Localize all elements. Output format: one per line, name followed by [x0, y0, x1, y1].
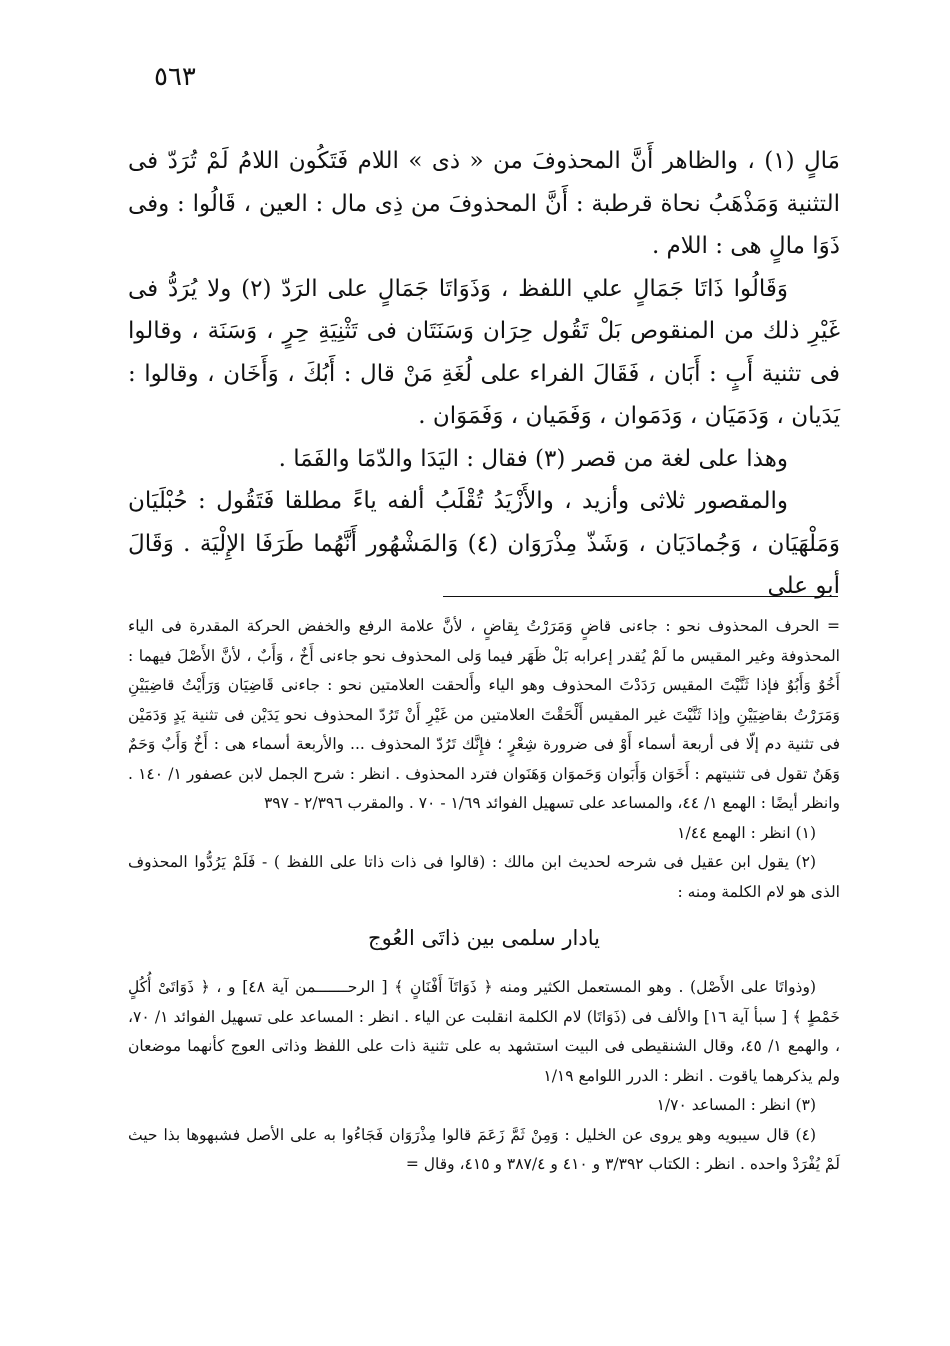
main-paragraph: وَقَالُوا ذَاتَا جَمَالٍ علي اللفظ ، وَذَوَاتَا جَمَالٍ على الرَدّ (٢) ولا يُرَدُّ فى غَيْرِ ذلك من المنقوص بَلْ تَقُول حِرَان وَسَنَتَان فى تَثْنِيَةِ حِرٍ ، وَسَنَة ، وقالوا فى تثنية أَبٍ : أَبَان ، فَقَالَ الفراء على لُغَةِ مَنْ قال : أَبُكَ ، وَأَخَان ، وقالوا : يَدَيان ، وَدَمَيَان ، وَدَمَوان ، وَفَمَيان ، وَفَمَوَان .: [128, 275, 840, 429]
main-paragraph: وهذا على لغة من قصر (٣) فقال : اليَدَا والدّمَا والفَمَا .: [278, 445, 788, 472]
footnote-2-verse: يادار سلمى بين ذاتَى العُوج: [368, 926, 600, 950]
page-number: ٥٦٣: [154, 62, 196, 92]
footnote-continuation: = الحرف المحذوف نحو : جاءنى قاضٍ وَمَرَرْتُ بِقاضٍ ، لأنَّ علامة الرفع والخفض الحركة المقدرة فى الياء المحذوفة وغير المقيس ما لَمْ يُقدر إعرابه بَلْ ظَهَر فيما وَلى المحذوف نحو جاءنى أَخٌ ، وَأَبٌ ، لأنَّ الأَصْلَ فيهما : أَخُوٌ وَأَبُوٌ فإذا ثَنَّيْتَ المقيس رَدَدْتَ المحذوف وهو الياء وأَلحقت العلامتين نحو : جاءنى قَاضِيَان وَرَأَيْتُ قاضِيَيْنِ وَمَرَرْتُ بقاضِيَيْنِ وإذا ثَنَّيْتَ غير المقيس أَلْحَقْتَ العلامتين من غَيْرِ أَنْ تَرُدّ المحذوف نحو يَدَيْن فى تثنية يَدٍ وَدَمَيْن فى تثنية دم إلّا فى أربعة أسماء أَوْ فى ضرورة شِعْرٍ ؛ فإِنَّك تَرُدّ المحذوف ... والأربعة أسماء هى : أَخٌ وَأَبٌ وَحَمٌ وَهَنٌ تقول فى تثنيتهم : أَخَوَان وَأَبَوان وَحَموَان وَهَنَوان فترد المحذوف . انظر : شرح الجمل لابن عصفور ١/ ١٤٠ . وانظر أيضًا : الهمع ١/ ٤٤، والمساعد على تسهيل الفوائد ١/٦٩ - ٧٠ . والمقرب ٢/٣٩٦ - ٣٩٧: [128, 617, 840, 812]
footnote-2-intro: (٢) يقول ابن عقيل فى شرحه لحديث ابن مالك : (قالوا فى ذات ذاتا على اللفظ ) - فَلَمْ يَرُدُّوا المحذوف الذى هو لام الكلمة ومنه :: [128, 853, 840, 901]
footnote-3: (٣) انظر : المساعد ١/٧٠: [656, 1096, 816, 1114]
footnote-1: (١) انظر : الهمع ١/٤٤: [677, 823, 816, 842]
footnote-4: (٤) قال سيبويه وهو يروى عن الخليل : وَمِنْ ثَمَّ زَعَمَ قالوا مِذْرَوَان فَجَاءُوا به على الأصل فشبهوها بذا حيث لَمْ يُفْرَدْ واحده . انظر : الكتاب ٣/٣٩٢ و ٤١٠ و ٣٨٧/٤ و ٤١٥، وقال =: [128, 1125, 840, 1173]
main-paragraph: مَالٍ (١) ، والظاهر أَنَّ المحذوفَ من « ذى » اللام فَتَكُون اللامُ لَمْ تُرَدّ فى التثنية وَمَذْهَبُ نحاة قرطبة : أَنَّ المحذوفَ من ذِى مال : العين ، قَالُوا : وفى ذَوَا مالٍ هى : اللام .: [128, 148, 840, 259]
main-text: [128, 140, 840, 608]
footnotes: [128, 612, 840, 1180]
footnote-separator: [443, 596, 838, 597]
footnote-2-rest: (وذواتَا على الأَصْل) . وهو المستعمل الكثير ومنه ﴿ ذَوَاتَآ أَفْنَانٍ ﴾ [ الرحـــــــمن آية ٤٨] و ، ﴿ ذَوَاتَىْ أُكُلٍ خَمْطٍ ﴾ [ سبأ آية ١٦] والألف فى (ذَوَاتَا) لام الكلمة انقلبت عن الياء . انظر : المساعد على تسهيل الفوائد ١/ ٧٠، ، والهمع ١/ ٤٥، وقال الشنقيطى فى البيت استشهد به على تثنية ذات على اللفظ وذاتى العوج كأنهما موضعان ولم يذكرهما ياقوت . انظر : الدرر اللوامع ١/١٩: [128, 978, 841, 1085]
main-paragraph: والمقصور ثلاثى وأزيد ، والأَزْيَدُ تُقْلَبُ ألفه ياءً مطلقا فَتَقُول : حُبْلَيَان وَمَلْهَيَان ، وَجُمادَيَان ، وَشَذّ مِذْرَوَان (٤) وَالمَشْهُور أَنَّهُما طَرَفَا الإِلْيَة . وَقَالَ أبو على: [128, 488, 840, 599]
